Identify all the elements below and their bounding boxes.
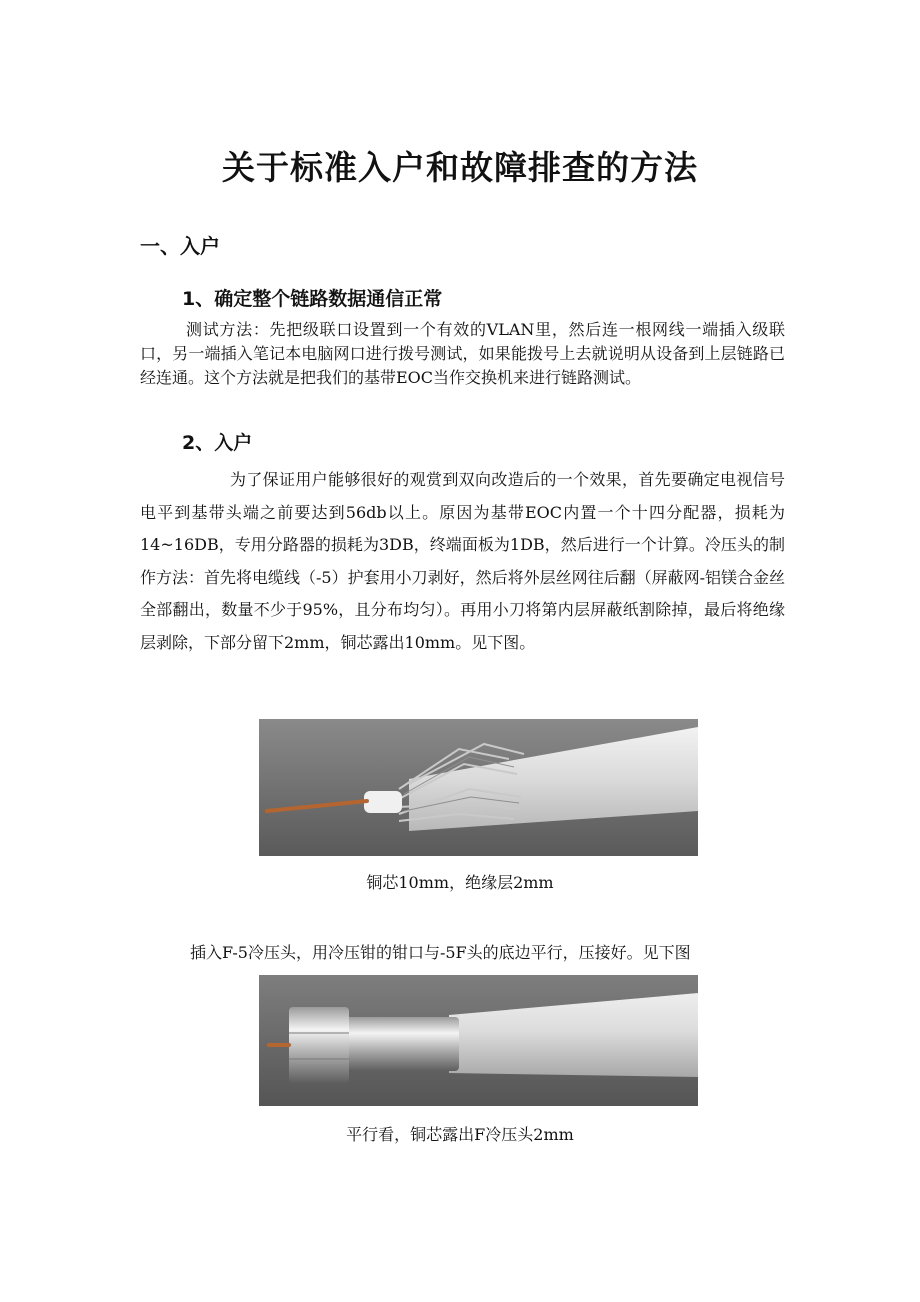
paragraph-installation: 为了保证用户能够很好的观赏到双向改造后的一个效果，首先要确定电视信号电平到基带头端之前要达到56db以上。原因为基带EOC内置一个十四分配器，损耗为14~16DB，专用分路器的损耗为3DB，终端面板为1DB，然后进行一个计算。冷压头的制作方法：首先将电缆线（-5）护套用小刀剥好，然后将外层丝网往后翻（屏蔽网-铝镁合金丝全部翻出，数量不少于95%，且分布均匀）。再用小刀将第内层屏蔽纸割除掉，最后将绝缘层剥除，下部分留下2mm，铜芯露出10mm。见下图。 — [140, 470, 785, 652]
section-heading-ruhu: 一、入户 — [140, 234, 220, 258]
photo-f-connector — [259, 975, 698, 1106]
paragraph-insert-connector: 插入F-5冷压头，用冷压钳的钳口与-5F头的底边平行，压接好。见下图 — [190, 943, 691, 962]
photo-stripped-cable — [259, 719, 698, 856]
paragraph-test-method: 测试方法：先把级联口设置到一个有效的VLAN里，然后连一根网线一端插入级联口，另一端插入笔记本电脑网口进行拨号测试，如果能拨号上去就说明从设备到上层链路已经连通。这个方法就是把我们的基带EOC当作交换机来进行链路测试。 — [140, 320, 785, 387]
figure-caption-1: 铜芯10mm，绝缘层2mm — [366, 873, 554, 892]
figure-caption-2: 平行看，铜芯露出F冷压头2mm — [346, 1125, 574, 1144]
document-title: 关于标准入户和故障排查的方法 — [222, 148, 698, 187]
subsection-heading-link-test: 1、确定整个链路数据通信正常 — [182, 288, 443, 310]
subsection-heading-ruhu: 2、入户 — [182, 432, 253, 454]
